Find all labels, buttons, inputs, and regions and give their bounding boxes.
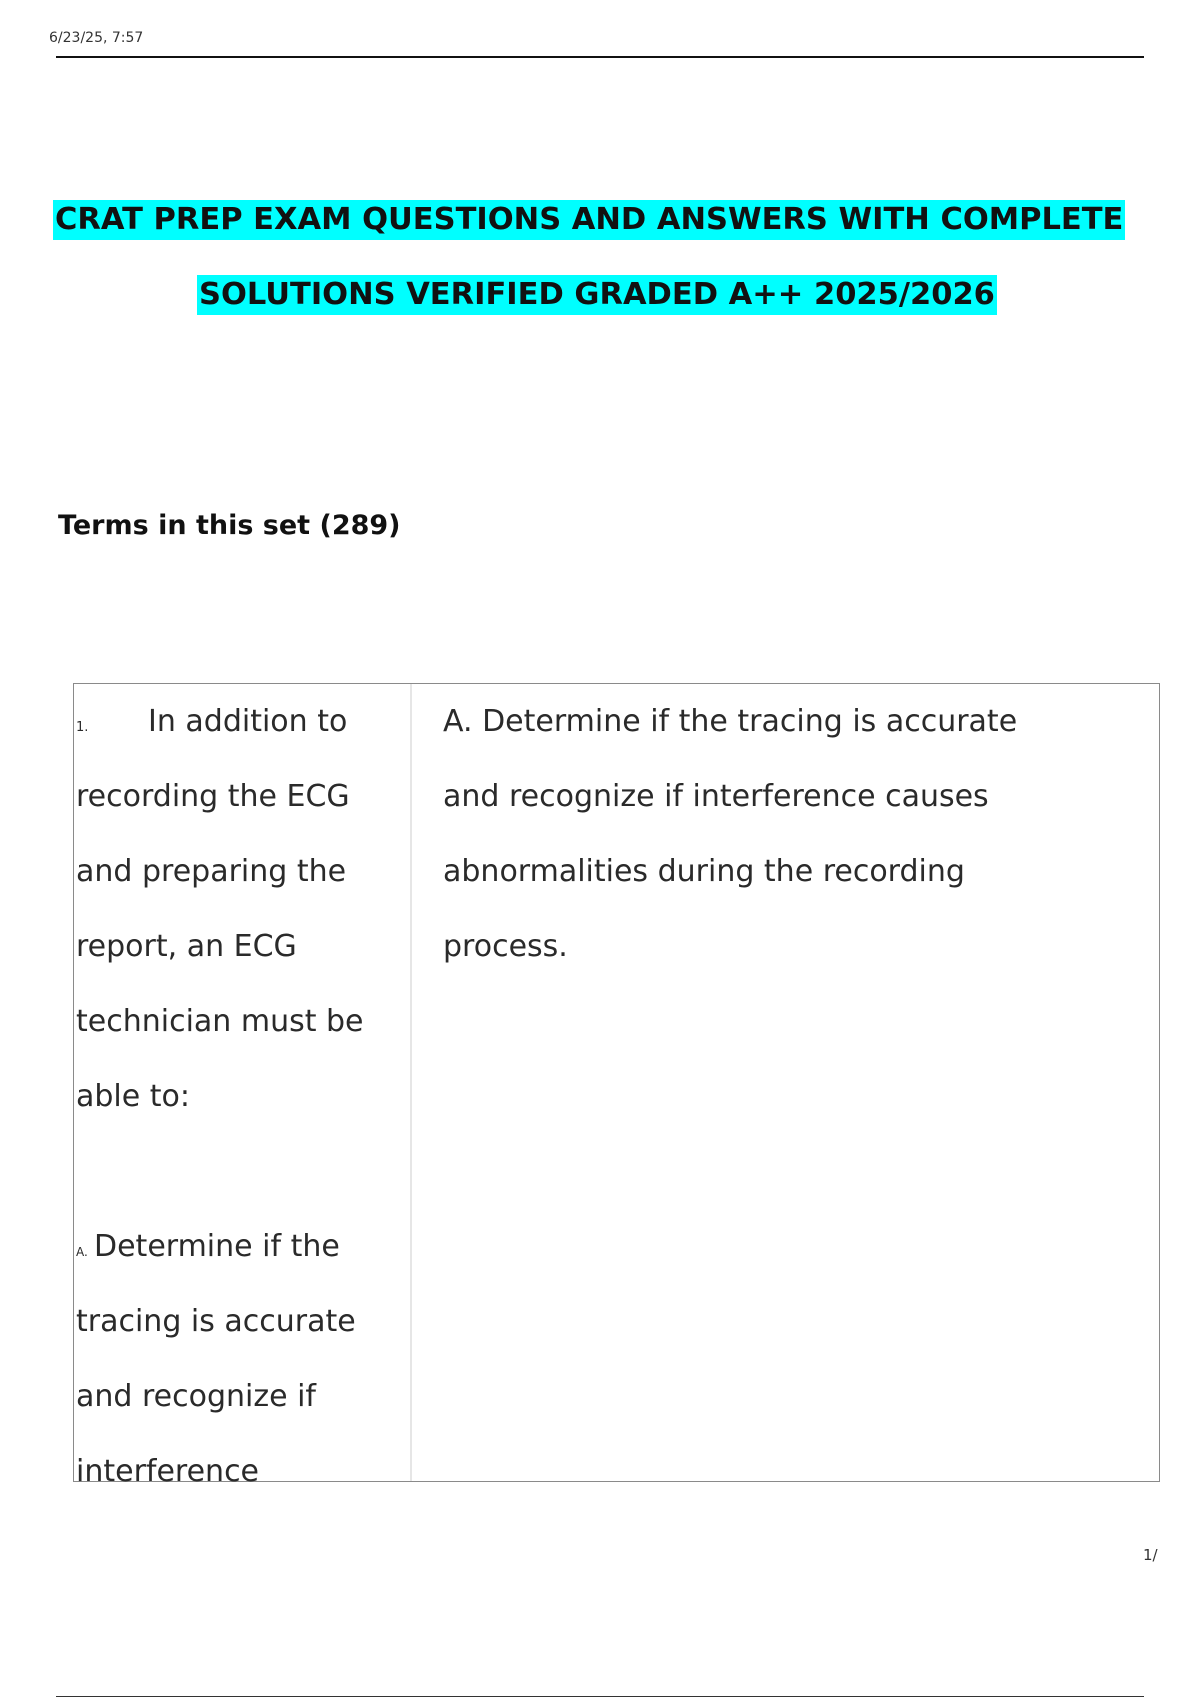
term-line: recording the ECG (76, 779, 350, 814)
terms-count-heading: Terms in this set (289) (58, 510, 401, 541)
bottom-divider (56, 1696, 1144, 1697)
title-line-1: CRAT PREP EXAM QUESTIONS AND ANSWERS WITH COMPLETE (53, 200, 1125, 240)
card-number: 1. (76, 720, 89, 735)
title-line-2: SOLUTIONS VERIFIED GRADED A++ 2025/2026 (197, 275, 997, 315)
page-number-text: 1/ (1143, 1546, 1158, 1564)
option-text: Determine if the (94, 1229, 340, 1264)
term-line: report, an ECG (76, 929, 297, 964)
term-line (76, 684, 406, 759)
option-line (76, 1209, 406, 1284)
print-timestamp: 6/23/25, 7:57 (49, 30, 144, 46)
column-divider (410, 684, 412, 1481)
term-line: technician must be (76, 1004, 364, 1039)
page-number (1143, 1546, 1158, 1564)
flashcard (73, 683, 1160, 1489)
term-line: and preparing the (76, 854, 347, 889)
term-text: In addition to (148, 704, 348, 739)
definition-column (443, 684, 1143, 984)
option-line: tracing is accurate (76, 1304, 356, 1339)
definition-line: process. (443, 929, 568, 964)
term-spacer (76, 1134, 406, 1209)
option-line: and recognize if (76, 1379, 316, 1414)
option-line: interference (76, 1454, 260, 1489)
definition-line: abnormalities during the recording (443, 854, 965, 889)
definition-line: A. Determine if the tracing is accurate (443, 704, 1018, 739)
top-divider (56, 56, 1144, 58)
definition-line: and recognize if interference causes (443, 779, 989, 814)
term-column (76, 684, 406, 1509)
option-letter: A. (76, 1245, 88, 1259)
term-line: able to: (76, 1079, 190, 1114)
